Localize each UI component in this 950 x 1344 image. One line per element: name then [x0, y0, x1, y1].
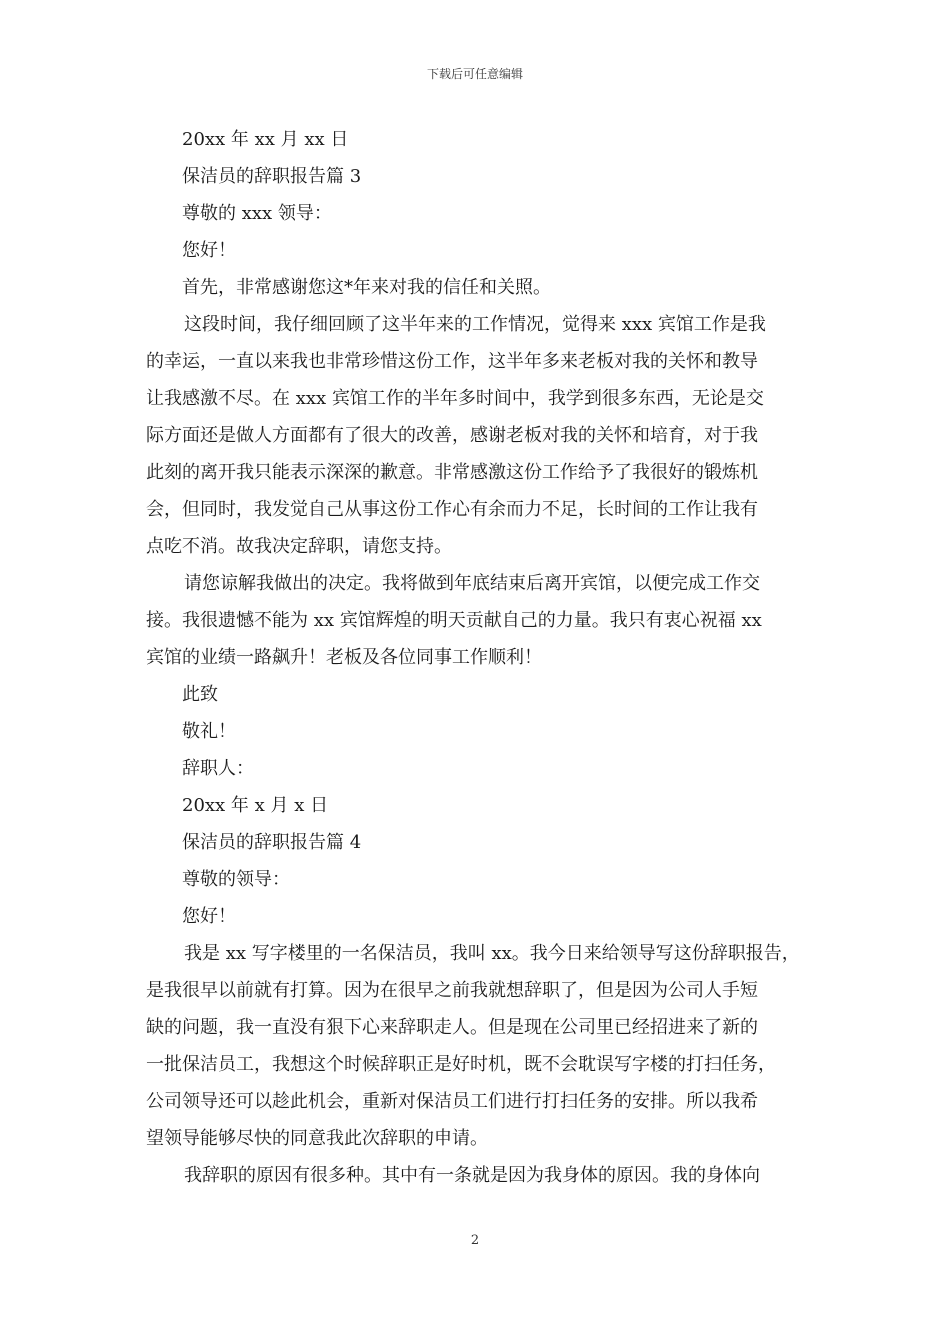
paragraph-line: 我辞职的原因有很多种。其中有一条就是因为我身体的原因。我的身体向 — [184, 1165, 760, 1186]
salutation: 尊敬的 xxx 领导： — [182, 203, 332, 224]
page-number: 2 — [470, 1233, 480, 1248]
salutation: 尊敬的领导： — [182, 869, 290, 890]
greeting: 您好！ — [182, 240, 236, 261]
signature-label: 辞职人： — [182, 758, 254, 779]
paragraph-line: 望领导能够尽快的同意我此次辞职的申请。 — [146, 1128, 488, 1149]
paragraph-line: 公司领导还可以趁此机会，重新对保洁员工们进行打扫任务的安排。所以我希 — [146, 1091, 758, 1112]
paragraph-line: 缺的问题，我一直没有狠下心来辞职走人。但是现在公司里已经招进来了新的 — [146, 1017, 758, 1038]
greeting: 您好！ — [182, 906, 236, 927]
closing-line: 敬礼！ — [182, 721, 236, 742]
paragraph-line: 会，但同时，我发觉自己从事这份工作心有余而力不足，长时间的工作让我有 — [146, 499, 758, 520]
date-line: 20xx 年 xx 月 xx 日 — [182, 129, 349, 150]
paragraph-line: 际方面还是做人方面都有了很大的改善，感谢老板对我的关怀和培育，对于我 — [146, 425, 758, 446]
closing-line: 此致 — [182, 684, 218, 705]
page-header: 下载后可任意编辑 — [426, 67, 523, 81]
paragraph-line: 让我感激不尽。在 xxx 宾馆工作的半年多时间中，我学到很多东西，无论是交 — [146, 388, 764, 409]
paragraph-line: 的幸运，一直以来我也非常珍惜这份工作，这半年多来老板对我的关怀和教导 — [146, 351, 758, 372]
date-line: 20xx 年 x 月 x 日 — [182, 795, 329, 816]
paragraph-line: 宾馆的业绩一路飙升！老板及各位同事工作顺利！ — [146, 647, 542, 668]
section-title: 保洁员的辞职报告篇 3 — [182, 166, 362, 187]
paragraph-line: 我是 xx 写字楼里的一名保洁员，我叫 xx。我今日来给领导写这份辞职报告， — [184, 943, 800, 964]
paragraph-line: 请您谅解我做出的决定。我将做到年底结束后离开宾馆，以便完成工作交 — [184, 573, 760, 594]
document-body — [146, 121, 818, 1194]
paragraph-line: 这段时间，我仔细回顾了这半年来的工作情况，觉得来 xxx 宾馆工作是我 — [184, 314, 766, 335]
paragraph-line: 此刻的离开我只能表示深深的歉意。非常感激这份工作给予了我很好的锻炼机 — [146, 462, 758, 483]
section-title: 保洁员的辞职报告篇 4 — [182, 832, 362, 853]
paragraph-line: 一批保洁员工，我想这个时候辞职正是好时机，既不会耽误写字楼的打扫任务， — [146, 1054, 776, 1075]
paragraph-line: 首先，非常感谢您这*年来对我的信任和关照。 — [182, 277, 551, 298]
paragraph-line: 点吃不消。故我决定辞职，请您支持。 — [146, 536, 452, 557]
paragraph-line: 是我很早以前就有打算。因为在很早之前我就想辞职了，但是因为公司人手短 — [146, 980, 758, 1001]
paragraph-line: 接。我很遗憾不能为 xx 宾馆辉煌的明天贡献自己的力量。我只有衷心祝福 xx — [146, 610, 762, 631]
